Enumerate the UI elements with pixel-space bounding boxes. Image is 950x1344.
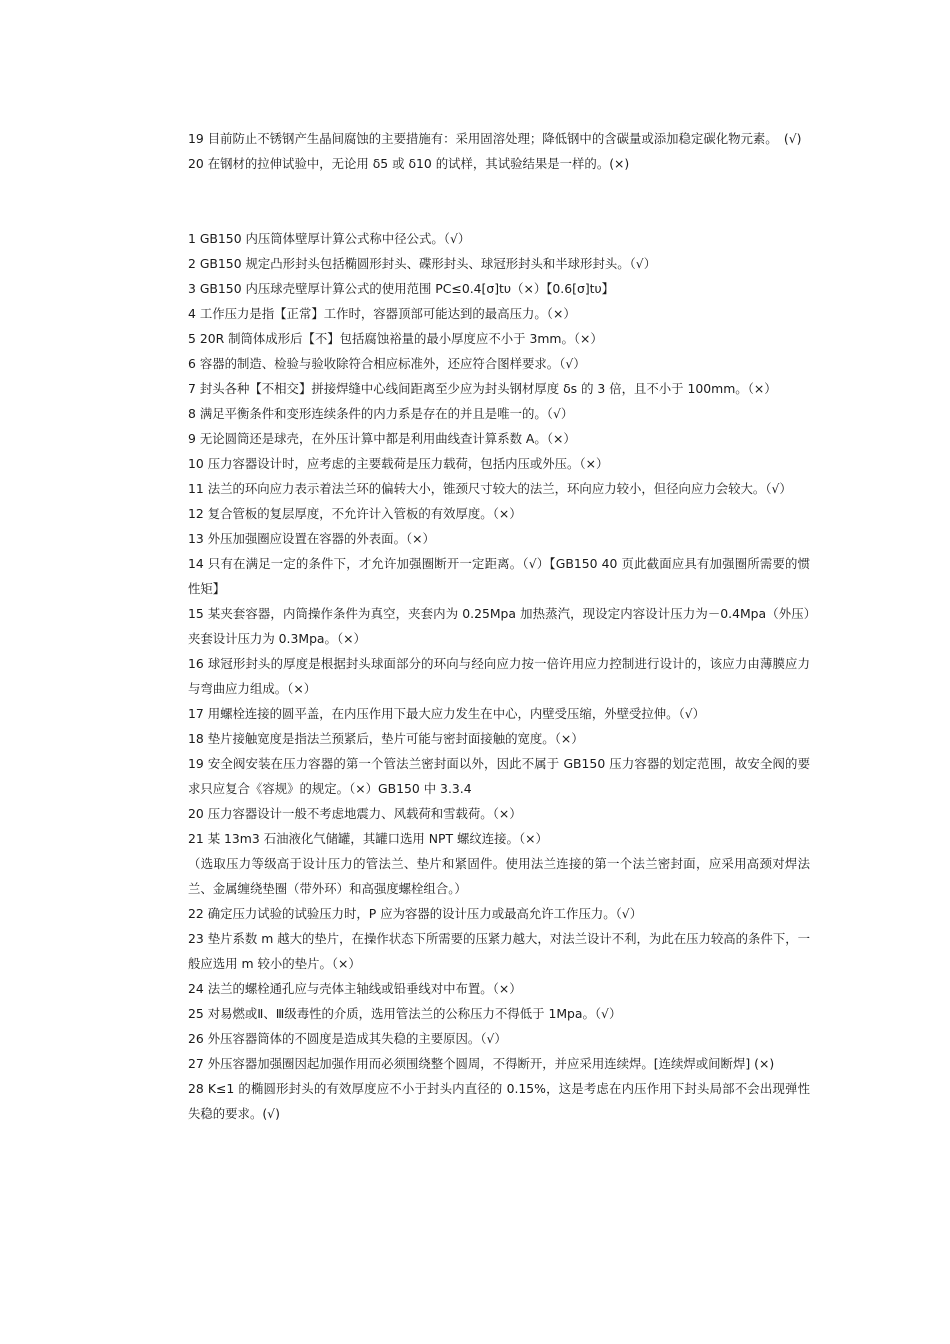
question-22: 22 确定压力试验的试验压力时，P 应为容器的设计压力或最高允许工作压力。（√） <box>188 906 643 921</box>
question-25: 25 对易燃或Ⅱ、Ⅲ级毒性的介质，选用管法兰的公称压力不得低于 1Mpa。（√） <box>188 1006 622 1021</box>
question-7: 7 封头各种【不相交】拼接焊缝中心线间距离至少应为封头钢材厚度 δs 的 3 倍，且不小于 100mm。（×） <box>188 381 777 396</box>
question-12: 12 复合管板的复层厚度，不允许计入管板的有效厚度。（×） <box>188 506 522 521</box>
question-18: 18 垫片接触宽度是指法兰预紧后，垫片可能与密封面接触的宽度。（×） <box>188 731 584 746</box>
question-20: 20 压力容器设计一般不考虑地震力、风载荷和雪载荷。（×） <box>188 806 522 821</box>
question-1: 1 GB150 内压筒体壁厚计算公式称中径公式。（√） <box>188 231 471 246</box>
question-4: 4 工作压力是指【正常】工作时，容器顶部可能达到的最高压力。（×） <box>188 306 576 321</box>
question-17: 17 用螺栓连接的圆平盖，在内压作用下最大应力发生在中心，内壁受压缩，外壁受拉伸。（√） <box>188 706 706 721</box>
question-2: 2 GB150 规定凸形封头包括椭圆形封头、碟形封头、球冠形封头和半球形封头。（√） <box>188 256 657 271</box>
question-19: 19 安全阀安装在压力容器的第一个管法兰密封面以外，因此不属于 GB150 压力容器的划定范围，故安全阀的要求只应复合《容规》的规定。（×）GB150 中 3.3.4 <box>188 756 810 796</box>
question-26: 26 外压容器筒体的不圆度是造成其失稳的主要原因。（√） <box>188 1031 507 1046</box>
question-27: 27 外压容器加强圈因起加强作用而必须围绕整个圆周，不得断开，并应采用连续焊。[连续焊或间断焊] (×) <box>188 1056 775 1071</box>
question-16: 16 球冠形封头的厚度是根据封头球面部分的环向与经向应力按一倍许用应力控制进行设计的，该应力由薄膜应力与弯曲应力组成。（×） <box>188 656 810 696</box>
question-19-stainless: 19 目前防止不锈钢产生晶间腐蚀的主要措施有：采用固溶处理；降低钢中的含碳量或添加稳定碳化物元素。 (√) <box>188 131 802 146</box>
question-6: 6 容器的制造、检验与验收除符合相应标准外，还应符合图样要求。（√） <box>188 356 586 371</box>
question-8: 8 满足平衡条件和变形连续条件的内力系是存在的并且是唯一的。（√） <box>188 406 574 421</box>
question-9: 9 无论圆筒还是球壳，在外压计算中都是利用曲线查计算系数 A。（×） <box>188 431 576 446</box>
document-body <box>188 126 810 1126</box>
question-21-note: （选取压力等级高于设计压力的管法兰、垫片和紧固件。使用法兰连接的第一个法兰密封面，应采用高颈对焊法兰、金属缠绕垫圈（带外环）和高强度螺栓组合。） <box>188 856 810 896</box>
question-24: 24 法兰的螺栓通孔应与壳体主轴线或铅垂线对中布置。（×） <box>188 981 522 996</box>
question-21: 21 某 13m3 石油液化气储罐，其罐口选用 NPT 螺纹连接。（×） <box>188 831 548 846</box>
question-23: 23 垫片系数 m 越大的垫片，在操作状态下所需要的压紧力越大，对法兰设计不利，为此在压力较高的条件下，一般应选用 m 较小的垫片。（×） <box>188 931 811 971</box>
section-b <box>188 226 810 1126</box>
question-28: 28 K≤1 的椭圆形封头的有效厚度应不小于封头内直径的 0.15%，这是考虑在内压作用下封头局部不会出现弹性失稳的要求。(√) <box>188 1081 810 1121</box>
question-11: 11 法兰的环向应力表示着法兰环的偏转大小，锥颈尺寸较大的法兰，环向应力较小，但径向应力会较大。（√） <box>188 481 792 496</box>
question-10: 10 压力容器设计时，应考虑的主要载荷是压力载荷，包括内压或外压。（×） <box>188 456 609 471</box>
question-3: 3 GB150 内压球壳壁厚计算公式的使用范围 PC≤0.4[σ]tυ（×）【0.6[σ]tυ】 <box>188 281 615 296</box>
section-spacer <box>188 176 810 226</box>
question-20-tensile: 20 在钢材的拉伸试验中，无论用 δ5 或 δ10 的试样，其试验结果是一样的。(×) <box>188 156 630 171</box>
question-13: 13 外压加强圈应设置在容器的外表面。（×） <box>188 531 435 546</box>
question-5: 5 20R 制筒体成形后【不】包括腐蚀裕量的最小厚度应不小于 3mm。（×） <box>188 331 603 346</box>
question-15: 15 某夹套容器，内筒操作条件为真空，夹套内为 0.25Mpa 加热蒸汽，现设定内容设计压力为－0.4Mpa（外压）夹套设计压力为 0.3Mpa。（×） <box>188 606 810 646</box>
section-a <box>188 126 810 176</box>
question-14: 14 只有在满足一定的条件下，才允许加强圈断开一定距离。（√）【GB150 40 页此截面应具有加强圈所需要的惯性矩】 <box>188 556 810 596</box>
